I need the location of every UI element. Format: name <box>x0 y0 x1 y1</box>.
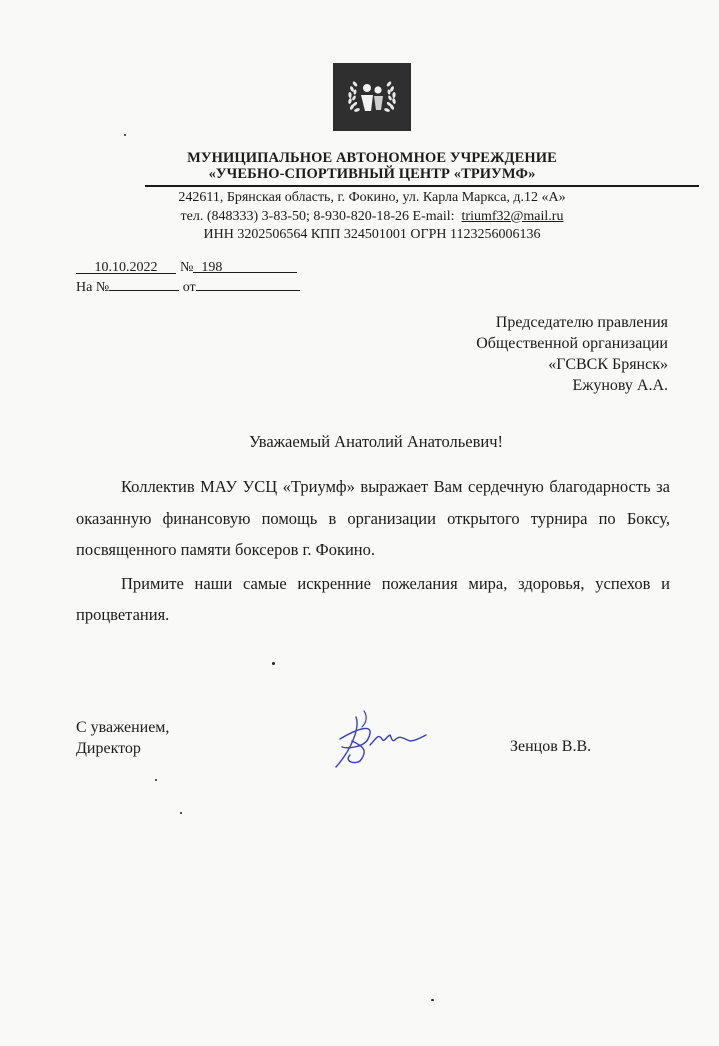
letterhead-divider <box>145 185 699 187</box>
organization-name-line2: «УЧЕБНО-СПОРТИВНЫЙ ЦЕНТР «ТРИУМФ» <box>208 166 536 182</box>
scan-speck <box>431 999 434 1001</box>
addressee-line3: «ГСВСК Брянск» <box>548 356 668 373</box>
closing-regards: С уважением, <box>76 719 170 736</box>
phone-text: тел. (848333) 3-83-50; 8-930-820-18-26 E-mail: <box>180 208 455 224</box>
reply-from-label: от <box>182 280 196 295</box>
addressee-block <box>476 312 668 396</box>
registry-line: ИНН 3202506564 КПП 324501001 ОГРН 1123256006136 <box>203 227 541 242</box>
body-paragraph-1: Коллектив МАУ УСЦ «Триумф» выражает Вам сердечную благодарность за оказанную финансовую помощь в организации открытого турнира по Боксу, посвященного памяти боксеров г. Фокино. <box>76 477 670 559</box>
number-label: № <box>180 260 194 275</box>
signer-name: Зенцов В.В. <box>510 738 592 755</box>
reply-date-blank <box>196 276 300 291</box>
organization-contacts <box>0 189 719 245</box>
address-line: 242611, Брянская область, г. Фокино, ул. Карла Маркса, д.12 «А» <box>178 190 566 205</box>
scan-speck <box>124 134 126 136</box>
organization-name <box>0 150 719 182</box>
scan-speck <box>180 812 182 814</box>
organization-logo <box>333 63 411 131</box>
reply-reference-line <box>76 276 300 296</box>
organization-name-line1: МУНИЦИПАЛЬНОЕ АВТОНОМНОЕ УЧРЕЖДЕНИЕ <box>187 150 557 166</box>
closing-block <box>76 717 169 759</box>
date-number-line <box>76 259 300 276</box>
signature-mark <box>330 705 430 771</box>
signer-title: Директор <box>76 740 141 757</box>
addressee-line2: Общественной организации <box>476 335 668 352</box>
letter-body <box>76 471 670 631</box>
letter-date: 10.10.2022 <box>76 259 176 274</box>
phone-email-line <box>0 208 719 227</box>
laurel-emblem-icon <box>333 63 411 131</box>
scan-speck <box>155 779 157 781</box>
reply-number-label: На № <box>76 280 110 295</box>
addressee-line4: Ежунову А.А. <box>572 377 668 394</box>
letter-number: 198 <box>193 259 297 273</box>
reply-number-blank <box>109 276 179 291</box>
handwritten-signature <box>330 705 430 771</box>
addressee-line1: Председателю правления <box>495 314 668 331</box>
email-link[interactable]: triumf32@mail.ru <box>461 208 564 224</box>
body-paragraph-2: Примите наши самые искренние пожелания мира, здоровья, успехов и процветания. <box>76 573 670 624</box>
greeting: Уважаемый Анатолий Анатольевич! <box>248 432 504 451</box>
scan-speck <box>272 662 275 665</box>
outgoing-number-block <box>76 259 300 296</box>
